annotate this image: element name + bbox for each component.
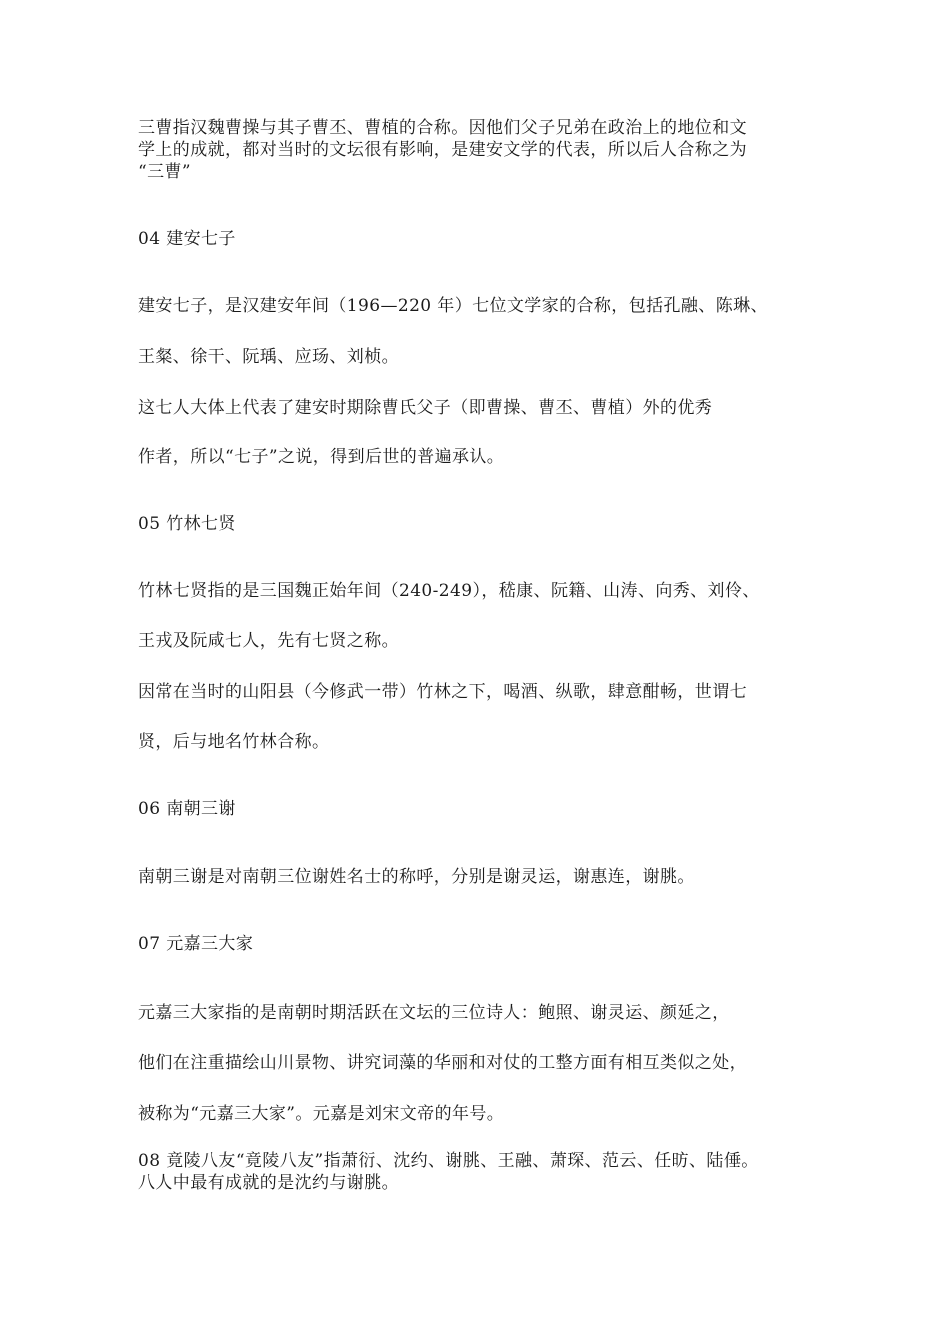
section-heading-05: 05 竹林七贤 — [138, 514, 236, 534]
section-05-line-1: 竹林七贤指的是三国魏正始年间（240-249），嵇康、阮籍、山涛、向秀、刘伶、 — [138, 581, 760, 601]
section-05-line-3: 因常在当时的山阳县（今修武一带）竹林之下，喝酒、纵歌，肆意酣畅，世谓七 — [138, 682, 747, 702]
section-07-line-1: 元嘉三大家指的是南朝时期活跃在文坛的三位诗人：鲍照、谢灵运、颜延之， — [138, 1003, 730, 1023]
intro-line-3: “三曹” — [138, 162, 191, 182]
section-04-line-2: 王粲、徐干、阮瑀、应玚、刘桢。 — [138, 347, 399, 367]
section-05-line-2: 王戎及阮咸七人，先有七贤之称。 — [138, 631, 399, 651]
section-04-line-1: 建安七子，是汉建安年间（196—220 年）七位文学家的合称，包括孔融、陈琳、 — [138, 296, 768, 316]
intro-line-1: 三曹指汉魏曹操与其子曹丕、曹植的合称。因他们父子兄弟在政治上的地位和文 — [138, 118, 747, 138]
section-07-line-3: 被称为“元嘉三大家”。元嘉是刘宋文帝的年号。 — [138, 1104, 505, 1124]
section-heading-06: 06 南朝三谢 — [138, 799, 236, 819]
intro-line-2: 学上的成就，都对当时的文坛很有影响，是建安文学的代表，所以后人合称之为 — [138, 140, 747, 160]
section-04-line-4: 作者，所以“七子”之说，得到后世的普遍承认。 — [138, 447, 505, 467]
section-08-line-1: 08 竟陵八友“竟陵八友”指萧衍、沈约、谢朓、王融、萧琛、范云、任昉、陆倕。 — [138, 1151, 759, 1171]
section-08-line-2: 八人中最有成就的是沈约与谢朓。 — [138, 1173, 399, 1193]
section-06-line-1: 南朝三谢是对南朝三位谢姓名士的称呼，分别是谢灵运，谢惠连，谢朓。 — [138, 867, 695, 887]
section-heading-07: 07 元嘉三大家 — [138, 934, 254, 954]
section-heading-04: 04 建安七子 — [138, 229, 236, 249]
section-04-line-3: 这七人大体上代表了建安时期除曹氏父子（即曹操、曹丕、曹植）外的优秀 — [138, 398, 713, 418]
section-05-line-4: 贤，后与地名竹林合称。 — [138, 732, 330, 752]
section-07-line-2: 他们在注重描绘山川景物、讲究词藻的华丽和对仗的工整方面有相互类似之处， — [138, 1053, 747, 1073]
